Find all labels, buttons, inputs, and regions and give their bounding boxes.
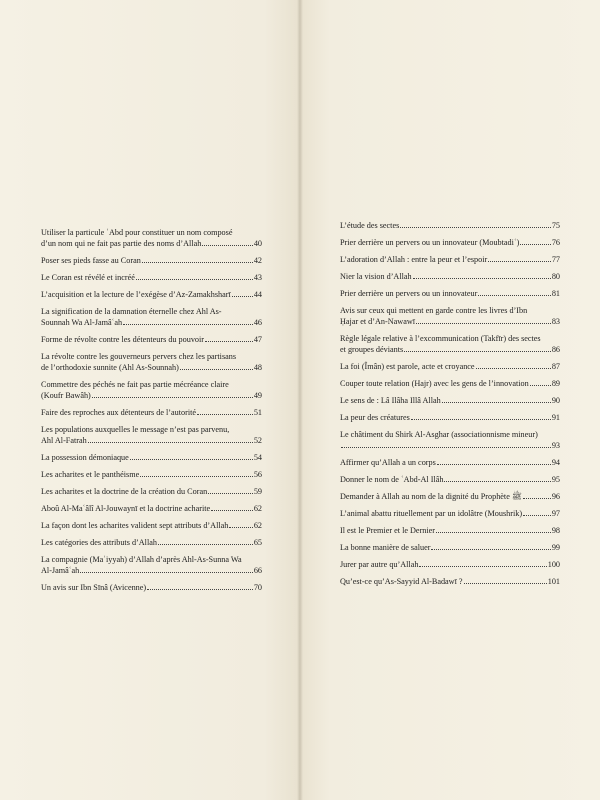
dot-leader (158, 544, 253, 545)
toc-entry-line (340, 316, 560, 327)
toc-entry (41, 554, 262, 576)
toc-entry-title-line: La signification de la damnation éternelle chez Ahl As- (41, 307, 222, 316)
toc-entry-title: L’animal abattu rituellement par un idolâtre (Moushrik) (340, 509, 523, 518)
toc-page-number: 46 (253, 318, 262, 327)
toc-page-number: 62 (253, 521, 262, 530)
toc-entry (340, 288, 560, 299)
dot-leader (80, 572, 253, 573)
toc-page-number: 76 (551, 238, 560, 247)
toc-entry-line (340, 344, 560, 355)
toc-entry-title: Qu’est-ce qu’As-Sayyid Al-Badawī ? (340, 577, 463, 586)
toc-page-number: 94 (551, 458, 560, 467)
toc-entry-line (41, 238, 262, 249)
toc-entry-line (41, 520, 262, 531)
toc-entry (41, 227, 262, 249)
dot-leader (442, 402, 551, 403)
toc-entry (41, 582, 262, 593)
toc-page-number: 52 (253, 436, 262, 445)
dot-leader (130, 459, 253, 460)
toc-entry (340, 395, 560, 406)
toc-entry-title: La peur des créatures (340, 413, 410, 422)
toc-entry (340, 542, 560, 553)
toc-entry (340, 429, 560, 451)
toc-page-number: 49 (253, 391, 262, 400)
dot-leader (404, 351, 551, 352)
dot-leader (530, 385, 551, 386)
toc-entry (340, 378, 560, 389)
toc-page-number: 89 (551, 379, 560, 388)
toc-entry-title: Jurer par autre qu’Allah (340, 560, 419, 569)
toc-entry-title: Demander à Allah au nom de la dignité du Prophète ﷺ (340, 492, 522, 501)
toc-entry-line (41, 435, 262, 446)
toc-entry-title: Le Coran est révélé et incréé (41, 273, 135, 282)
toc-entry (41, 486, 262, 497)
toc-entry-title: Aboû Al-Maʿâlî Al-Jouwaynī et la doctrine acharite (41, 504, 211, 513)
toc-entry-line (41, 582, 262, 593)
toc-entry (41, 255, 262, 266)
dot-leader (88, 442, 253, 443)
dot-leader (520, 244, 550, 245)
toc-page-number: 93 (551, 441, 560, 450)
toc-entry-title: Nier la vision d’Allah (340, 272, 412, 281)
toc-entry-line (41, 537, 262, 548)
toc-entry-line (340, 440, 560, 451)
toc-entry-title: Donner le nom de ʿAbd-Al Ilâh (340, 475, 444, 484)
dot-leader (147, 589, 253, 590)
toc-entry-title: Poser ses pieds fasse au Coran (41, 256, 141, 265)
toc-entry-title: (Koufr Bawâh) (41, 391, 91, 400)
toc-entry-title-line: La compagnie (Maʿiyyah) d’Allah d’après Ahl-As-Sunna Wa (41, 555, 242, 564)
toc-page-number: 80 (551, 272, 560, 281)
toc-entry (41, 503, 262, 514)
toc-page-number: 77 (551, 255, 560, 264)
toc-entry-title: Il est le Premier et le Dernier (340, 526, 436, 535)
toc-entry (340, 237, 560, 248)
toc-entry-line (41, 362, 262, 373)
right-page (300, 0, 600, 800)
toc-entry-line (41, 255, 262, 266)
book-gutter (297, 0, 303, 800)
toc-page-number: 81 (551, 289, 560, 298)
dot-leader (523, 515, 551, 516)
toc-entry-title: Un avis sur Ibn Sīnâ (Avicenne) (41, 583, 147, 592)
toc-entry-title: Al-Jamâʿah (41, 566, 80, 575)
toc-entry-title: La foi (Îmân) est parole, acte et croyance (340, 362, 475, 371)
toc-entry (41, 452, 262, 463)
dot-leader (416, 323, 551, 324)
toc-entry-title: Prier derrière un pervers ou un innovateur (Moubtadiʿ) (340, 238, 520, 247)
toc-entry-line (41, 486, 262, 497)
toc-page-number: 40 (253, 239, 262, 248)
toc-entry (41, 379, 262, 401)
toc-page-number: 44 (253, 290, 262, 299)
toc-entry-title-line: La révolte contre les gouverneurs pervers chez les partisans (41, 352, 237, 361)
toc-entry-title: Affirmer qu’Allah a un corps (340, 458, 436, 467)
toc-page-number: 96 (551, 492, 560, 501)
toc-entry-title-line: Le châtiment du Shirk Al-Asghar (associationnisme mineur) (340, 430, 538, 439)
toc-page-number: 42 (253, 256, 262, 265)
toc-entry-line (41, 452, 262, 463)
toc-entry (340, 474, 560, 485)
toc-entry-title: Les acharites et le panthéisme (41, 470, 140, 479)
toc-entry-line (340, 474, 560, 485)
dot-leader (180, 369, 253, 370)
toc-entry (41, 407, 262, 418)
dot-leader (400, 227, 551, 228)
dot-leader (413, 278, 551, 279)
toc-page-number: 47 (253, 335, 262, 344)
toc-entry-title: Les acharites et la doctrine de la création du Coran (41, 487, 208, 496)
toc-entry-line (340, 412, 560, 423)
toc-page-number: 59 (253, 487, 262, 496)
toc-entry-title-line: Commettre des péchés ne fait pas partie mécréance claire (41, 380, 229, 389)
toc-entry-title: Faire des reproches aux détenteurs de l’autorité (41, 408, 197, 417)
toc-entry (340, 508, 560, 519)
toc-entry (340, 333, 560, 355)
dot-leader (478, 295, 550, 296)
toc-entry (41, 334, 262, 345)
toc-entry-title: Les catégories des attributs d’Allah (41, 538, 157, 547)
toc-page-number: 83 (551, 317, 560, 326)
dot-leader (123, 324, 253, 325)
toc-entry-line (41, 334, 262, 345)
toc-entry (340, 305, 560, 327)
toc-page-number: 54 (253, 453, 262, 462)
toc-entry-title-line: Règle légale relative à l’excommunication (Takfīr) des sectes (340, 334, 541, 343)
dot-leader (464, 583, 547, 584)
toc-entry-line (340, 542, 560, 553)
toc-page-number: 86 (551, 345, 560, 354)
toc-page-number: 66 (253, 566, 262, 575)
toc-entry-title: de l’orthodoxie sunnite (Ahl As-Sounnah) (41, 363, 179, 372)
toc-entry-line (340, 457, 560, 468)
toc-page-number: 99 (551, 543, 560, 552)
dot-leader (229, 527, 252, 528)
toc-entry-line (41, 469, 262, 480)
toc-entry-line (41, 289, 262, 300)
toc-entry (340, 457, 560, 468)
dot-leader (436, 532, 551, 533)
dot-leader (211, 510, 253, 511)
dot-leader (197, 414, 253, 415)
dot-leader (488, 261, 551, 262)
toc-entry-title-line: Utiliser la particule ʿAbd pour constituer un nom composé (41, 228, 233, 237)
toc-page-number: 43 (253, 273, 262, 282)
left-toc (41, 227, 262, 593)
right-toc (340, 220, 560, 587)
toc-entry-line (340, 508, 560, 519)
dot-leader (92, 397, 253, 398)
toc-entry (340, 412, 560, 423)
toc-entry (41, 272, 262, 283)
toc-entry (41, 469, 262, 480)
toc-entry-title-line: Avis sur ceux qui mettent en garde contre les livres d’Ibn (340, 306, 528, 315)
toc-entry-line (41, 407, 262, 418)
toc-entry (41, 306, 262, 328)
toc-page-number: 90 (551, 396, 560, 405)
toc-entry-line (340, 288, 560, 299)
toc-entry-line (340, 271, 560, 282)
toc-entry (340, 271, 560, 282)
toc-entry-title-line: Les populations auxquelles le message n’est pas parvenu, (41, 425, 230, 434)
dot-leader (437, 464, 551, 465)
dot-leader (444, 481, 550, 482)
toc-entry (340, 361, 560, 372)
toc-entry-title: La bonne manière de saluer (340, 543, 431, 552)
toc-page-number: 98 (551, 526, 560, 535)
dot-leader (208, 493, 253, 494)
toc-entry (340, 491, 560, 502)
toc-page-number: 70 (253, 583, 262, 592)
toc-page-number: 48 (253, 363, 262, 372)
toc-entry-title: et groupes déviants (340, 345, 404, 354)
dot-leader (431, 549, 550, 550)
dot-leader (523, 498, 551, 499)
toc-entry (340, 559, 560, 570)
toc-entry-title: d’un nom qui ne fait pas partie des noms d’Allah (41, 239, 202, 248)
toc-page-number: 95 (551, 475, 560, 484)
toc-page-number: 87 (551, 362, 560, 371)
toc-entry-title: L’adoration d’Allah : entre la peur et l’espoir (340, 255, 488, 264)
toc-entry-line (41, 503, 262, 514)
toc-entry-line (340, 220, 560, 231)
toc-page-number: 56 (253, 470, 262, 479)
toc-entry-line (340, 237, 560, 248)
toc-page-number: 101 (547, 577, 560, 586)
toc-page-number: 62 (253, 504, 262, 513)
toc-entry-title: Ahl Al-Fatrah (41, 436, 87, 445)
toc-entry (41, 424, 262, 446)
toc-entry-line (340, 395, 560, 406)
toc-entry-line (340, 491, 560, 502)
dot-leader (232, 296, 253, 297)
toc-entry-title: Prier derrière un pervers ou un innovateur (340, 289, 478, 298)
dot-leader (142, 262, 253, 263)
toc-entry-line (41, 317, 262, 328)
dot-leader (419, 566, 546, 567)
toc-entry-title: Ḥajar et d’An-Nawawī (340, 317, 416, 326)
dot-leader (205, 341, 253, 342)
toc-entry-line (340, 576, 560, 587)
toc-entry-title: Sounnah Wa Al-Jamâʿah (41, 318, 123, 327)
toc-entry-title: La possession démoniaque (41, 453, 129, 462)
toc-entry-title: Forme de révolte contre les détenteurs du pouvoir (41, 335, 205, 344)
toc-entry-line (340, 525, 560, 536)
toc-entry-line (340, 378, 560, 389)
toc-entry-line (340, 254, 560, 265)
toc-page-number: 65 (253, 538, 262, 547)
toc-page-number: 97 (551, 509, 560, 518)
toc-page-number: 75 (551, 221, 560, 230)
toc-page-number: 100 (547, 560, 560, 569)
toc-entry-title: Couper toute relation (Hajr) avec les gens de l’innovation (340, 379, 529, 388)
toc-entry-title: L’étude des sectes (340, 221, 400, 230)
toc-entry-title: L’acquisition et la lecture de l’exégèse d’Az-Zamakhsharī (41, 290, 231, 299)
toc-entry (340, 525, 560, 536)
dot-leader (341, 447, 551, 448)
dot-leader (202, 245, 253, 246)
toc-entry-line (340, 559, 560, 570)
toc-entry (340, 254, 560, 265)
toc-page-number: 51 (253, 408, 262, 417)
toc-entry-line (41, 272, 262, 283)
dot-leader (136, 279, 253, 280)
toc-entry (340, 220, 560, 231)
toc-entry-line (41, 565, 262, 576)
toc-entry-title: Le sens de : Lâ Ilâha Illâ Allah (340, 396, 441, 405)
dot-leader (476, 368, 551, 369)
toc-entry-line (340, 361, 560, 372)
toc-entry (41, 537, 262, 548)
toc-entry-title: La façon dont les acharites valident sept attributs d’Allah (41, 521, 229, 530)
toc-entry (41, 351, 262, 373)
toc-entry (41, 520, 262, 531)
toc-entry-line (41, 390, 262, 401)
dot-leader (140, 476, 253, 477)
toc-entry (340, 576, 560, 587)
toc-page-number: 91 (551, 413, 560, 422)
dot-leader (411, 419, 551, 420)
toc-entry (41, 289, 262, 300)
